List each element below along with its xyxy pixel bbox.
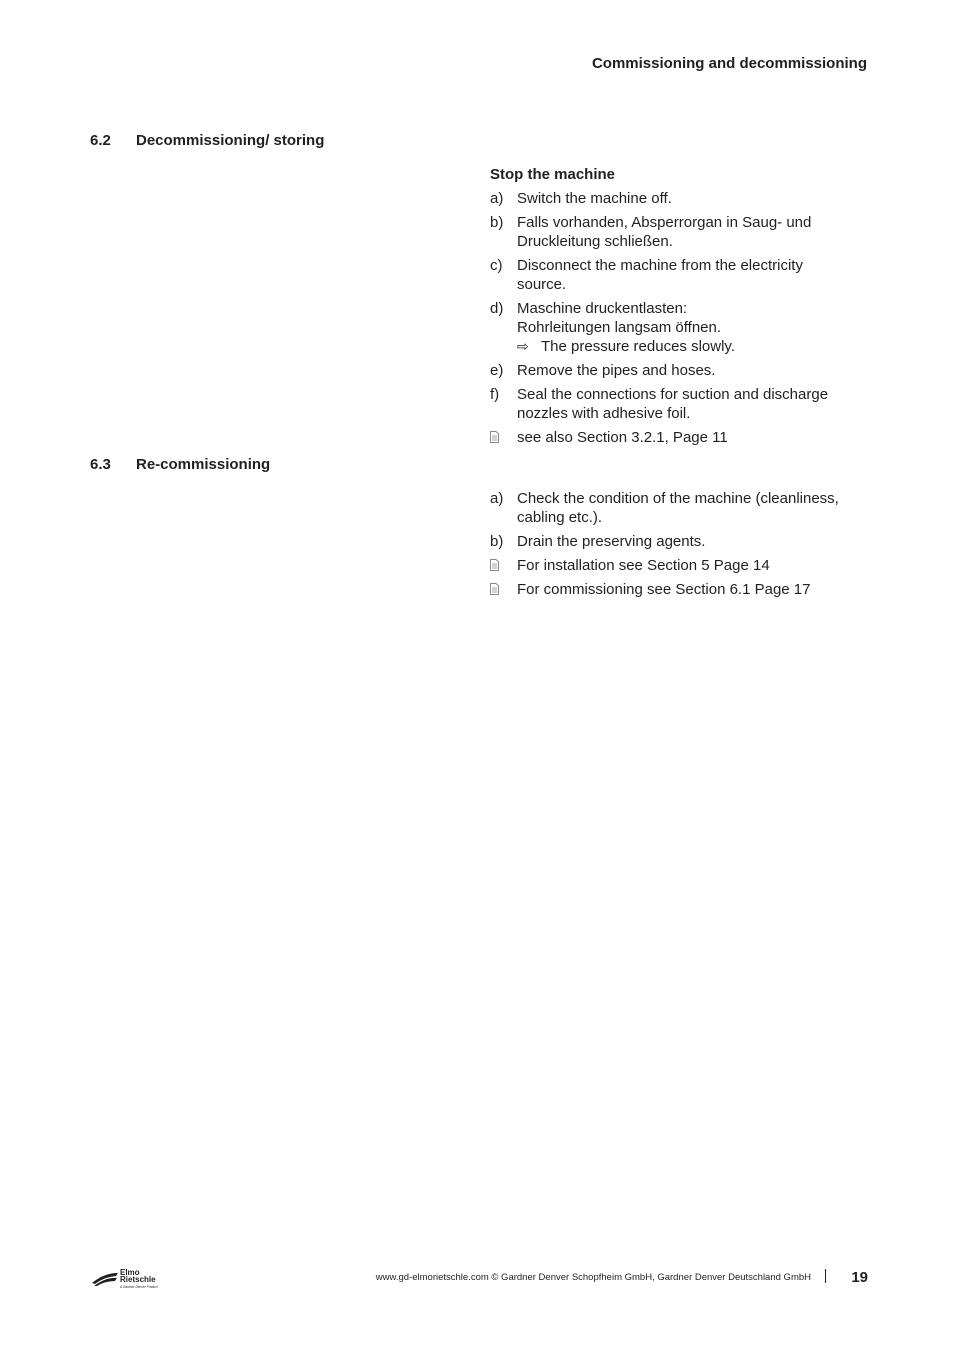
subheading-stop-machine: Stop the machine bbox=[490, 166, 616, 183]
step-item bbox=[490, 489, 870, 527]
step-text bbox=[517, 532, 870, 551]
step-line: cabling etc.). bbox=[517, 509, 603, 526]
step-text bbox=[517, 256, 870, 294]
arrow-right-icon: ⇨ bbox=[517, 338, 529, 354]
step-label: e) bbox=[490, 362, 504, 379]
step-text bbox=[517, 489, 870, 527]
step-item bbox=[490, 213, 870, 251]
step-item bbox=[490, 256, 870, 294]
step-line: Rohrleitungen langsam öffnen. bbox=[517, 319, 722, 336]
step-line: Switch the machine off. bbox=[517, 190, 672, 207]
reference-link[interactable]: For installation see Section 5 Page 14 bbox=[517, 557, 770, 574]
header-title: Commissioning and decommissioning bbox=[591, 55, 867, 72]
step-text bbox=[517, 189, 870, 208]
document-icon bbox=[490, 580, 517, 599]
step-line: nozzles with adhesive foil. bbox=[517, 405, 691, 422]
step-label: f) bbox=[490, 386, 500, 403]
step-result bbox=[517, 337, 870, 356]
step-text bbox=[517, 385, 870, 423]
document-icon bbox=[490, 556, 517, 575]
svg-text:Elmo: Elmo bbox=[120, 1268, 140, 1277]
document-icon bbox=[490, 428, 517, 447]
reference-link[interactable]: see also Section 3.2.1, Page 11 bbox=[517, 429, 728, 446]
elmo-rietschle-logo bbox=[90, 1267, 170, 1291]
step-item bbox=[490, 532, 870, 551]
section-title-recommissioning: Re-commissioning bbox=[136, 456, 271, 473]
step-line: Check the condition of the machine (cleanliness, bbox=[517, 490, 839, 507]
step-line: Seal the connections for suction and discharge bbox=[517, 386, 829, 403]
footer-divider bbox=[825, 1269, 826, 1283]
section-number-6-3: 6.3 bbox=[90, 456, 111, 473]
step-item bbox=[490, 189, 870, 208]
page-number: 19 bbox=[851, 1269, 868, 1286]
recommissioning-content bbox=[490, 489, 870, 604]
step-label: b) bbox=[490, 214, 504, 231]
step-text bbox=[517, 213, 870, 251]
step-line: source. bbox=[517, 276, 567, 293]
section-title-decommissioning: Decommissioning/ storing bbox=[136, 132, 325, 149]
step-text bbox=[517, 299, 870, 356]
step-line: Remove the pipes and hoses. bbox=[517, 362, 716, 379]
step-item bbox=[490, 299, 870, 356]
step-line: Maschine druckentlasten: bbox=[517, 300, 688, 317]
step-item bbox=[490, 361, 870, 380]
footer-copyright-text: © Gardner Denver Schopfheim GmbH, Gardner Denver Deutschland GmbH bbox=[488, 1272, 811, 1283]
svg-text:Rietschle: Rietschle bbox=[120, 1275, 156, 1284]
step-text bbox=[517, 361, 870, 380]
step-label: a) bbox=[490, 490, 504, 507]
footer-copyright bbox=[376, 1272, 811, 1283]
decommissioning-content bbox=[490, 165, 870, 452]
step-label: c) bbox=[490, 257, 503, 274]
step-label: a) bbox=[490, 190, 504, 207]
step-item bbox=[490, 385, 870, 423]
reference-link[interactable]: For commissioning see Section 6.1 Page 17 bbox=[517, 581, 811, 598]
reference-item bbox=[490, 580, 870, 599]
step-label: b) bbox=[490, 533, 504, 550]
step-line: Disconnect the machine from the electricity bbox=[517, 257, 803, 274]
step-label: d) bbox=[490, 300, 504, 317]
result-text: The pressure reduces slowly. bbox=[541, 338, 735, 355]
footer-url[interactable]: www.gd-elmorietschle.com bbox=[375, 1272, 489, 1283]
step-line: Falls vorhanden, Absperrorgan in Saug- und bbox=[517, 214, 812, 231]
reference-item bbox=[490, 556, 870, 575]
step-line: Druckleitung schließen. bbox=[517, 233, 673, 250]
reference-item bbox=[490, 428, 870, 447]
step-line: Drain the preserving agents. bbox=[517, 533, 706, 550]
svg-text:A Gardner Denver Product: A Gardner Denver Product bbox=[120, 1285, 158, 1289]
section-number-6-2: 6.2 bbox=[90, 132, 111, 149]
